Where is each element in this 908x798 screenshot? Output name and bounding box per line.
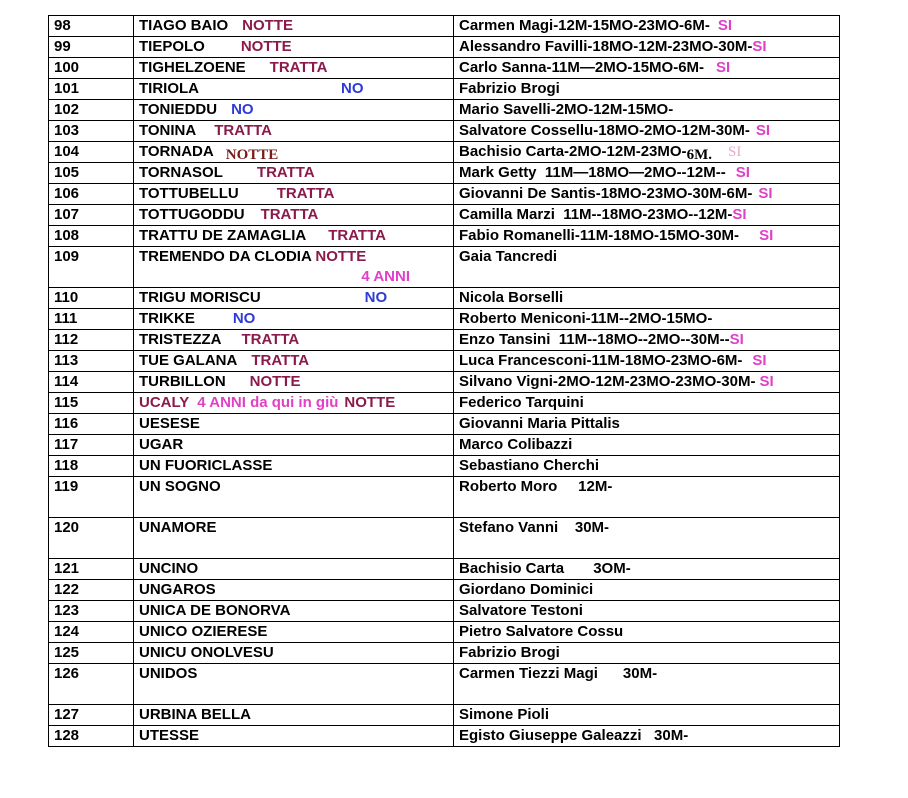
- horse-name-cell: [134, 121, 454, 142]
- horse-name-cell: [134, 37, 454, 58]
- horse-name: TONIEDDU: [139, 101, 218, 118]
- table-row: [49, 372, 840, 393]
- owner-cell: [454, 664, 840, 705]
- horse-name-cell: [134, 226, 454, 247]
- horse-name: UTESSE: [139, 727, 200, 744]
- table-row: [49, 100, 840, 121]
- owner-cell: [454, 622, 840, 643]
- status-tag: TRATTA: [214, 122, 272, 139]
- horse-list-table: [48, 15, 840, 747]
- row-number: 123: [49, 601, 134, 622]
- table-row: [49, 643, 840, 664]
- horse-name-cell: [134, 288, 454, 309]
- owner-text: Egisto Giuseppe Galeazzi 30M-: [459, 727, 689, 744]
- horse-name: TRIKKE: [139, 310, 195, 327]
- status-tag: NOTTE: [242, 17, 294, 34]
- horse-name: TIGHELZOENE: [139, 59, 246, 76]
- owner-text: Carlo Sanna-11M—2MO-15MO-6M-: [459, 59, 705, 76]
- table-row: [49, 330, 840, 351]
- row-number: 113: [49, 351, 134, 372]
- owner-text: Bachisio Carta-2MO-12M-23MO-: [459, 143, 687, 160]
- table-row: [49, 559, 840, 580]
- row-number: 108: [49, 226, 134, 247]
- owner-text: Carmen Magi-12M-15MO-23MO-6M-: [459, 17, 710, 34]
- status-tag: NOTTE: [249, 373, 301, 390]
- owner-cell: [454, 330, 840, 351]
- row-number: 98: [49, 16, 134, 37]
- horse-name: UNICA DE BONORVA: [139, 602, 291, 619]
- owner-cell: [454, 58, 840, 79]
- owner-text: Roberto Moro 12M-: [459, 478, 613, 495]
- horse-name-cell: [134, 330, 454, 351]
- horse-name: TRATTU DE ZAMAGLIA: [139, 227, 307, 244]
- status-tag: TRATTA: [251, 352, 310, 369]
- horse-name: TIRIOLA: [139, 80, 199, 97]
- table-row: [49, 393, 840, 414]
- horse-name: TORNADA: [139, 143, 214, 160]
- horse-name: TUE GALANA: [139, 352, 238, 369]
- horse-name: UN FUORICLASSE: [139, 457, 273, 474]
- table-row: [49, 58, 840, 79]
- si-mark: SI: [759, 227, 774, 244]
- si-mark: SI: [729, 331, 744, 348]
- row-number: 120: [49, 518, 134, 559]
- horse-name-cell: [134, 247, 454, 288]
- si-mark: SI: [758, 185, 773, 202]
- owner-cell: [454, 79, 840, 100]
- table-row: [49, 16, 840, 37]
- row-number: 99: [49, 37, 134, 58]
- horse-name: UESESE: [139, 415, 200, 432]
- row-number: 100: [49, 58, 134, 79]
- table-row: [49, 518, 840, 559]
- owner-extra-text: 6M.: [686, 147, 712, 163]
- table-row: [49, 435, 840, 456]
- horse-name-cell: [134, 477, 454, 518]
- age-note: 4 ANNI: [361, 268, 410, 285]
- row-number: 124: [49, 622, 134, 643]
- row-number: 117: [49, 435, 134, 456]
- horse-name-cell: [134, 414, 454, 435]
- owner-text: Mario Savelli-2MO-12M-15MO-: [459, 101, 674, 118]
- owner-text: Stefano Vanni 30M-: [459, 519, 610, 536]
- horse-name-cell: [134, 16, 454, 37]
- row-number: 107: [49, 205, 134, 226]
- owner-cell: [454, 100, 840, 121]
- owner-cell: [454, 121, 840, 142]
- horse-name: TRISTEZZA: [139, 331, 222, 348]
- status-tag: TRATTA: [256, 164, 315, 181]
- table-row: [49, 184, 840, 205]
- table-row: [49, 37, 840, 58]
- si-mark: SI: [735, 164, 750, 181]
- horse-name-cell: [134, 351, 454, 372]
- owner-cell: [454, 163, 840, 184]
- table-row: [49, 622, 840, 643]
- owner-cell: [454, 435, 840, 456]
- owner-cell: [454, 288, 840, 309]
- owner-cell: [454, 351, 840, 372]
- owner-cell: [454, 559, 840, 580]
- horse-name: UCALY: [139, 394, 190, 411]
- horse-name: TIEPOLO: [139, 38, 205, 55]
- owner-text: Gaia Tancredi: [459, 248, 558, 265]
- row-number: 105: [49, 163, 134, 184]
- horse-name: TONINA: [139, 122, 197, 139]
- horse-name: UNCINO: [139, 560, 199, 577]
- horse-name-cell: [134, 559, 454, 580]
- row-number: 110: [49, 288, 134, 309]
- horse-name-cell: [134, 142, 454, 163]
- row-number: 101: [49, 79, 134, 100]
- owner-cell: [454, 37, 840, 58]
- horse-name-cell: [134, 664, 454, 705]
- table-row: [49, 664, 840, 705]
- table-row: [49, 309, 840, 330]
- row-number: 115: [49, 393, 134, 414]
- status-tag: NO: [232, 310, 256, 327]
- horse-name: TOTTUBELLU: [139, 185, 239, 202]
- owner-text: Enzo Tansini 11M--18MO--2MO--30M--: [459, 331, 730, 348]
- row-number: 125: [49, 643, 134, 664]
- si-mark: SI: [755, 122, 771, 139]
- owner-text: Alessandro Favilli-18MO-12M-23MO-30M-: [459, 38, 753, 55]
- owner-cell: [454, 205, 840, 226]
- horse-name-cell: [134, 435, 454, 456]
- owner-cell: [454, 226, 840, 247]
- row-number: 128: [49, 726, 134, 747]
- owner-cell: [454, 414, 840, 435]
- owner-text: Luca Francesconi-11M-18MO-23MO-6M-: [459, 352, 743, 369]
- table-row: [49, 580, 840, 601]
- owner-text: Roberto Meniconi-11M--2MO-15MO-: [459, 310, 713, 327]
- table-row: [49, 121, 840, 142]
- row-number: 116: [49, 414, 134, 435]
- status-tag: NOTTE: [315, 248, 367, 265]
- table-row: [49, 288, 840, 309]
- row-number: 112: [49, 330, 134, 351]
- row-number: 103: [49, 121, 134, 142]
- horse-name-cell: [134, 372, 454, 393]
- si-mark: SI: [717, 17, 733, 34]
- owner-cell: [454, 477, 840, 518]
- horse-name: UNAMORE: [139, 519, 217, 536]
- owner-cell: [454, 726, 840, 747]
- horse-name: URBINA BELLA: [139, 706, 251, 723]
- horse-name-cell: [134, 309, 454, 330]
- owner-text: Fabio Romanelli-11M-18MO-15MO-30M-: [459, 227, 740, 244]
- horse-name-cell: [134, 518, 454, 559]
- owner-text: Giovanni De Santis-18MO-23MO-30M-6M-: [459, 185, 753, 202]
- horse-name-cell: [134, 456, 454, 477]
- table-row: [49, 79, 840, 100]
- owner-text: Giordano Dominici: [459, 581, 594, 598]
- status-tag: NOTTE: [225, 147, 279, 163]
- horse-name-cell: [134, 705, 454, 726]
- table-row: [49, 477, 840, 518]
- row-number: 109: [49, 247, 134, 288]
- si-mark: SI: [732, 206, 747, 223]
- horse-name: TOTTUGODDU: [139, 206, 245, 223]
- si-mark: SI: [759, 373, 774, 390]
- horse-name-cell: [134, 726, 454, 747]
- owner-text: Silvano Vigni-2MO-12M-23MO-23MO-30M-: [459, 373, 756, 390]
- row-number: 114: [49, 372, 134, 393]
- horse-name: UNGAROS: [139, 581, 216, 598]
- horse-name-cell: [134, 184, 454, 205]
- status-tag: TRATTA: [260, 206, 319, 223]
- status-tag: NO: [231, 101, 254, 118]
- table-row: [49, 414, 840, 435]
- status-tag: NO: [364, 289, 388, 306]
- horse-name: TIAGO BAIO: [139, 17, 229, 34]
- owner-cell: [454, 372, 840, 393]
- status-tag: NO: [341, 80, 364, 97]
- owner-cell: [454, 393, 840, 414]
- status-tag: TRATTA: [276, 185, 335, 202]
- horse-name-cell: [134, 163, 454, 184]
- owner-text: Marco Colibazzi: [459, 436, 573, 453]
- horse-name: TREMENDO DA CLODIA: [139, 248, 312, 265]
- horse-name-cell: [134, 100, 454, 121]
- owner-text: Pietro Salvatore Cossu: [459, 623, 624, 640]
- table-row: [49, 705, 840, 726]
- si-mark: SI: [752, 352, 767, 369]
- owner-cell: [454, 142, 840, 163]
- owner-cell: [454, 705, 840, 726]
- row-number: 119: [49, 477, 134, 518]
- owner-text: Sebastiano Cherchi: [459, 457, 600, 474]
- table-row: [49, 163, 840, 184]
- status-tag: NOTTE: [344, 394, 396, 411]
- horse-name-cell: [134, 580, 454, 601]
- status-tag: TRATTA: [241, 331, 300, 348]
- owner-text: Simone Pioli: [459, 706, 550, 723]
- owner-text: Nicola Borselli: [459, 289, 564, 306]
- row-number: 126: [49, 664, 134, 705]
- owner-text: Giovanni Maria Pittalis: [459, 415, 620, 432]
- row-number: 102: [49, 100, 134, 121]
- table-row: [49, 456, 840, 477]
- si-mark: SI: [716, 59, 731, 76]
- horse-name: UGAR: [139, 436, 184, 453]
- horse-name-cell: [134, 393, 454, 414]
- horse-name-cell: [134, 622, 454, 643]
- table-row: [49, 351, 840, 372]
- status-tag: NOTTE: [240, 38, 292, 55]
- horse-name: TORNASOL: [139, 164, 223, 181]
- owner-text: Carmen Tiezzi Magi 30M-: [459, 665, 658, 682]
- owner-text: Bachisio Carta 3OM-: [459, 560, 631, 577]
- horse-name: UNIDOS: [139, 665, 198, 682]
- horse-name-cell: [134, 601, 454, 622]
- horse-name-cell: [134, 643, 454, 664]
- horse-name-cell: [134, 58, 454, 79]
- owner-text: Camilla Marzi 11M--18MO-23MO--12M-: [459, 206, 733, 223]
- owner-text: Mark Getty 11M—18MO—2MO--12M--: [459, 164, 726, 181]
- owner-text: Federico Tarquini: [459, 394, 584, 411]
- row-number: 111: [49, 309, 134, 330]
- row-number: 122: [49, 580, 134, 601]
- owner-text: Salvatore Testoni: [459, 602, 583, 619]
- owner-cell: [454, 643, 840, 664]
- horse-name: TURBILLON: [139, 373, 226, 390]
- horse-name: UN SOGNO: [139, 478, 221, 495]
- horse-name: UNICU ONOLVESU: [139, 644, 274, 661]
- horse-name-cell: [134, 205, 454, 226]
- owner-text: Fabrizio Brogi: [459, 80, 560, 97]
- age-note: 4 ANNI da qui in giù: [197, 394, 339, 411]
- table-row: [49, 226, 840, 247]
- row-number: 106: [49, 184, 134, 205]
- horse-name-cell: [134, 79, 454, 100]
- horse-name: TRIGU MORISCU: [139, 289, 261, 306]
- owner-text: Salvatore Cossellu-18MO-2MO-12M-30M-: [459, 122, 750, 139]
- owner-cell: [454, 456, 840, 477]
- owner-cell: [454, 518, 840, 559]
- si-mark: SI: [727, 144, 742, 160]
- row-number: 121: [49, 559, 134, 580]
- table-row: [49, 601, 840, 622]
- owner-cell: [454, 580, 840, 601]
- row-number: 104: [49, 142, 134, 163]
- owner-cell: [454, 247, 840, 288]
- table-row: [49, 726, 840, 747]
- table-row: [49, 142, 840, 163]
- owner-cell: [454, 184, 840, 205]
- row-number: 118: [49, 456, 134, 477]
- table-row: [49, 205, 840, 226]
- owner-cell: [454, 309, 840, 330]
- row-number: 127: [49, 705, 134, 726]
- owner-cell: [454, 16, 840, 37]
- si-mark: SI: [752, 38, 767, 55]
- status-tag: TRATTA: [269, 59, 328, 76]
- status-tag: TRATTA: [328, 227, 386, 244]
- horse-name: UNICO OZIERESE: [139, 623, 268, 640]
- owner-text: Fabrizio Brogi: [459, 644, 560, 661]
- table-row: [49, 247, 840, 288]
- owner-cell: [454, 601, 840, 622]
